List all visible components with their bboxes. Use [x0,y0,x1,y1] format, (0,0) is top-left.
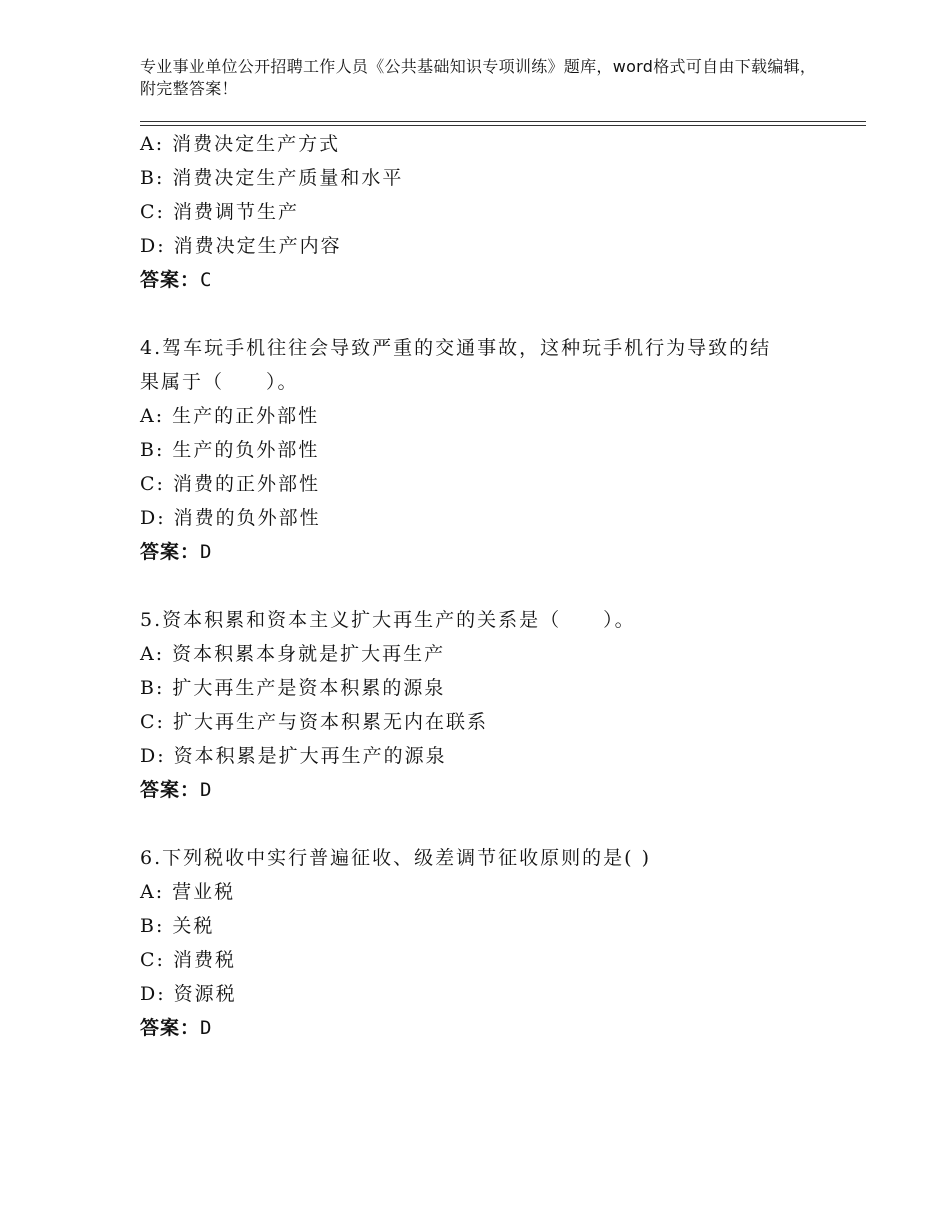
option-a: A: 生产的正外部性 [140,405,320,427]
answer-value: D [200,1017,213,1039]
page-header: 专业事业单位公开招聘工作人员《公共基础知识专项训练》题库，word格式可自由下载编辑，附完整答案！ [140,57,817,98]
spacer [140,807,840,841]
option-b: B: 扩大再生产是资本积累的源泉 [140,677,446,699]
answer-label: 答案： [140,541,201,563]
option-d: D: 消费决定生产内容 [140,235,342,257]
option-b: B: 关税 [140,915,215,937]
question-stem: 4.驾车玩手机往往会导致严重的交通事故，这种玩手机行为导致的结 [140,337,772,359]
question-block [140,603,840,807]
spacer [140,297,840,331]
answer-value: D [200,541,213,563]
question-list [140,127,840,1045]
option-c: C: 消费税 [140,949,236,971]
answer-value: D [200,779,213,801]
option-b: B: 生产的负外部性 [140,439,320,461]
option-a: A: 营业税 [140,881,236,903]
option-a: A: 资本积累本身就是扩大再生产 [140,643,446,665]
option-d: D: 消费的负外部性 [140,507,321,529]
question-block [140,841,840,1045]
answer-label: 答案： [140,1017,201,1039]
question-block [140,127,840,297]
option-c: C: 消费的正外部性 [140,473,320,495]
option-d: D: 资源税 [140,983,237,1005]
question-stem: 6.下列税收中实行普遍征收、级差调节征收原则的是( ) [140,847,651,869]
answer-line [140,773,840,807]
answer-line [140,263,840,297]
question-stem: 5.资本积累和资本主义扩大再生产的关系是（ ）。 [140,609,636,631]
answer-value: C [200,269,213,291]
answer-line [140,535,840,569]
answer-label: 答案： [140,269,201,291]
question-stem: 果属于（ ）。 [140,371,299,393]
spacer [140,569,840,603]
answer-line [140,1011,840,1045]
question-block [140,331,840,569]
option-c: C: 消费调节生产 [140,201,299,223]
answer-label: 答案： [140,779,201,801]
option-b: B: 消费决定生产质量和水平 [140,167,404,189]
option-d: D: 资本积累是扩大再生产的源泉 [140,745,447,767]
header-divider [140,121,866,126]
option-c: C: 扩大再生产与资本积累无内在联系 [140,711,488,733]
option-a: A: 消费决定生产方式 [140,133,341,155]
